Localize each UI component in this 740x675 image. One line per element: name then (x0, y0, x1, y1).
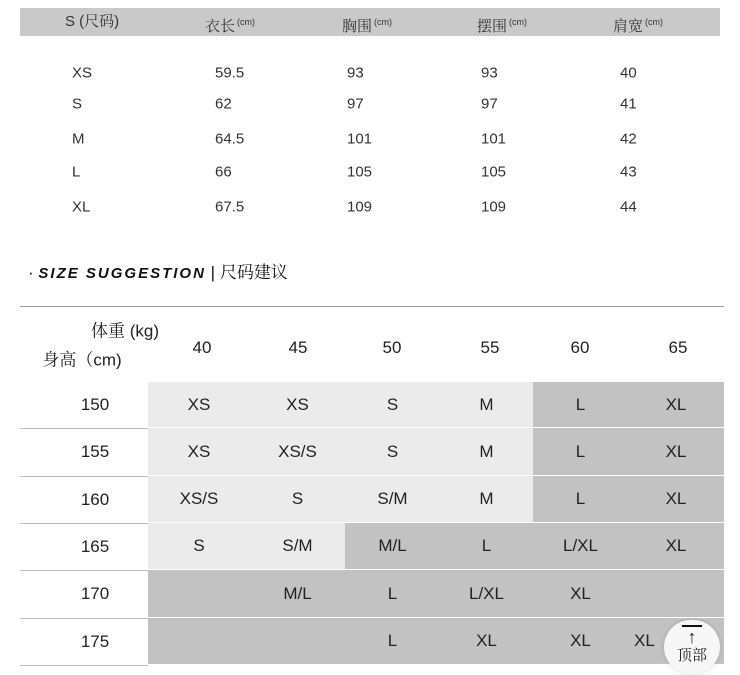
suggestion-cell: XL (628, 618, 724, 665)
header-label: 衣长 (205, 18, 236, 35)
suggestion-cell: S (345, 428, 440, 476)
divider (20, 306, 724, 307)
suggestion-cell: L (345, 570, 440, 618)
header-cell (613, 8, 663, 36)
suggestion-cell: L (533, 428, 628, 476)
size-table-header (20, 8, 720, 36)
weight-label: 体重 (kg) (91, 321, 159, 341)
size-table-cell: 59.5 (215, 64, 245, 82)
height-175: 175 (80, 631, 110, 651)
size-table-cell: 93 (481, 64, 498, 82)
suggestion-cell: S (148, 523, 250, 570)
suggestion-cell: L (440, 523, 533, 570)
suggestion-cell: XS/S (250, 428, 345, 476)
suggestion-cell: XL (440, 618, 533, 665)
suggestion-cell: M (440, 382, 533, 428)
height-150: 150 (80, 395, 110, 414)
row-divider (20, 523, 148, 524)
suggestion-cell: XL (628, 523, 724, 570)
weight-45: 45 (288, 338, 308, 357)
suggestion-cell: M/L (345, 523, 440, 570)
header-unit: (cm) (509, 17, 528, 27)
size-table-cell: 93 (347, 64, 364, 82)
row-divider (20, 570, 148, 571)
size-table-cell: 41 (620, 95, 637, 113)
suggestion-cell: XL (628, 382, 724, 428)
suggestion-cell: XL (533, 570, 628, 618)
suggestion-cell: S (250, 476, 345, 523)
suggestion-cell: XL (628, 476, 724, 523)
row-divider (20, 476, 148, 477)
header-label: 胸围 (342, 18, 373, 35)
header-unit: (cm) (645, 17, 664, 27)
size-table-cell: 42 (620, 130, 637, 148)
row-divider (20, 665, 148, 666)
suggestion-cell: M (440, 428, 533, 476)
suggestion-cell: L/XL (533, 523, 628, 570)
suggestion-cell (628, 570, 724, 618)
height-label: 身高（cm) (42, 350, 122, 370)
size-table-cell: 97 (481, 95, 498, 113)
suggestion-cell: XS (148, 428, 250, 476)
size-table-cell: 109 (481, 198, 507, 216)
size-suggestion-title (28, 258, 288, 283)
suggestion-cell: XL (628, 428, 724, 476)
height-170: 170 (80, 584, 110, 603)
header-cell (477, 8, 527, 36)
size-table-cell: 105 (481, 163, 507, 181)
row-divider (20, 618, 148, 619)
suggestion-cell: L (533, 476, 628, 523)
size-table-cell: M (72, 130, 85, 148)
height-155: 155 (80, 442, 110, 461)
suggestion-cell: M (440, 476, 533, 523)
header-unit: (cm) (237, 17, 256, 27)
size-suggestion-grid (20, 306, 724, 666)
height-160: 160 (80, 489, 110, 509)
suggestion-cell: S (345, 382, 440, 428)
title-sep: | (210, 263, 216, 282)
size-table-cell: S (72, 95, 83, 113)
weight-40: 40 (192, 338, 212, 357)
size-table-cell: 43 (620, 163, 637, 181)
suggestion-cell (148, 618, 250, 665)
title-en: SIZE SUGGESTION (38, 265, 206, 282)
header-label: S (尺码) (65, 13, 120, 30)
suggestion-cell: XS/S (148, 476, 250, 523)
size-table-cell: 97 (347, 95, 364, 113)
title-bullet: · (28, 263, 34, 282)
header-unit: (cm) (374, 17, 393, 27)
header-label: 摆围 (477, 18, 508, 35)
size-table-cell: L (72, 163, 81, 181)
suggestion-cell: L/XL (440, 570, 533, 618)
weight-65: 65 (668, 338, 688, 357)
weight-55: 55 (480, 338, 500, 357)
arrow-up-icon: ↑ (682, 625, 702, 647)
suggestion-cell: XL (533, 618, 628, 665)
header-label: 肩宽 (613, 18, 644, 35)
suggestion-cell (250, 618, 345, 665)
header-cell (342, 8, 392, 36)
size-table-cell: 44 (620, 198, 637, 216)
size-table-cell: 105 (347, 163, 373, 181)
height-165: 165 (80, 536, 110, 556)
suggestion-cell: XS (250, 382, 345, 428)
back-to-top-label: 顶部 (676, 647, 707, 664)
size-table-cell: 62 (215, 95, 232, 113)
size-table-cell: 67.5 (215, 198, 245, 216)
size-table-cell: 40 (620, 64, 637, 82)
title-cn: 尺码建议 (219, 263, 288, 282)
size-table-cell: 64.5 (215, 130, 245, 148)
size-table-cell: 66 (215, 163, 232, 181)
suggestion-cell: L (345, 618, 440, 665)
size-table-cell: 109 (347, 198, 373, 216)
size-table-cell: XL (72, 198, 91, 216)
row-divider (20, 428, 148, 429)
suggestion-cell: S/M (250, 523, 345, 570)
suggestion-cell: L (533, 382, 628, 428)
weight-50: 50 (382, 338, 402, 357)
weight-60: 60 (570, 338, 590, 357)
suggestion-cell (148, 570, 250, 618)
back-to-top-button[interactable] (664, 620, 720, 674)
suggestion-cell: XS (148, 382, 250, 428)
header-cell (65, 8, 119, 36)
size-table-cell: 101 (347, 130, 373, 148)
size-table-cell: XS (72, 64, 93, 82)
suggestion-cell: S/M (345, 476, 440, 523)
size-table-cell: 101 (481, 130, 507, 148)
suggestion-cell: M/L (250, 570, 345, 618)
header-cell (205, 8, 255, 36)
